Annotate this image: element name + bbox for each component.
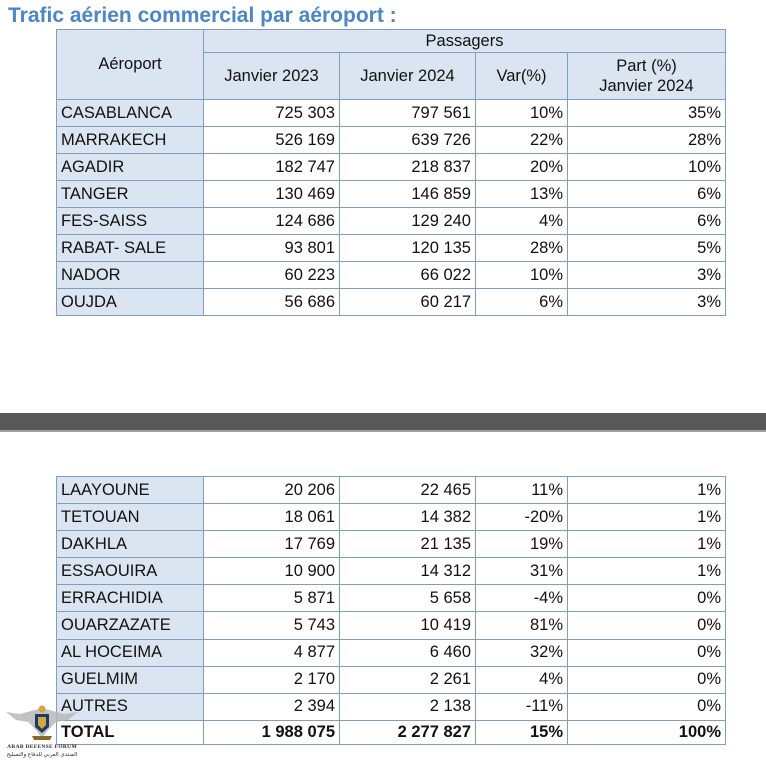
airport-name: AGADIR (57, 154, 204, 181)
value-share: 3% (568, 289, 726, 316)
value-jan2024: 120 135 (340, 235, 476, 262)
table-row (57, 181, 726, 208)
value-jan2024: 6 460 (340, 639, 476, 666)
value-share: 3% (568, 262, 726, 289)
table-row (57, 612, 726, 639)
value-jan2024: 2 261 (340, 666, 476, 693)
value-jan2023: 725 303 (204, 100, 340, 127)
airport-name: ESSAOUIRA (57, 558, 204, 585)
value-var: 10% (476, 100, 568, 127)
value-jan2023: 2 170 (204, 666, 340, 693)
value-jan2024: 60 217 (340, 289, 476, 316)
value-jan2024: 10 419 (340, 612, 476, 639)
value-jan2024: 14 382 (340, 504, 476, 531)
header-jan2024: Janvier 2024 (340, 53, 476, 100)
value-jan2024: 129 240 (340, 208, 476, 235)
table-row (57, 289, 726, 316)
airport-name: AL HOCEIMA (57, 639, 204, 666)
value-share: 5% (568, 235, 726, 262)
header-var: Var(%) (476, 53, 568, 100)
value-jan2024: 22 465 (340, 477, 476, 504)
airport-name: NADOR (57, 262, 204, 289)
total-jan2023: 1 988 075 (204, 720, 340, 744)
value-var: 81% (476, 612, 568, 639)
header-share-line1: Part (%) (616, 57, 677, 75)
table-row (57, 693, 726, 720)
table-row (57, 558, 726, 585)
table-row (57, 262, 726, 289)
header-share (568, 53, 726, 100)
table-row (57, 531, 726, 558)
value-jan2023: 93 801 (204, 235, 340, 262)
value-share: 1% (568, 558, 726, 585)
page-divider (0, 413, 766, 431)
airport-name: TANGER (57, 181, 204, 208)
value-jan2023: 60 223 (204, 262, 340, 289)
value-jan2023: 4 877 (204, 639, 340, 666)
total-label: TOTAL (57, 720, 204, 744)
value-jan2024: 797 561 (340, 100, 476, 127)
page-title: Trafic aérien commercial par aéroport : (8, 4, 397, 27)
airport-name: CASABLANCA (57, 100, 204, 127)
value-jan2024: 218 837 (340, 154, 476, 181)
table-row (57, 100, 726, 127)
value-var: 4% (476, 208, 568, 235)
value-jan2023: 130 469 (204, 181, 340, 208)
value-share: 6% (568, 208, 726, 235)
table-row (57, 154, 726, 181)
value-jan2024: 66 022 (340, 262, 476, 289)
table-row (57, 585, 726, 612)
value-var: 22% (476, 127, 568, 154)
airport-name: OUARZAZATE (57, 612, 204, 639)
value-var: 20% (476, 154, 568, 181)
airport-name: MARRAKECH (57, 127, 204, 154)
value-var: 31% (476, 558, 568, 585)
airport-name: FES-SAISS (57, 208, 204, 235)
airport-traffic-table-bottom (56, 476, 726, 745)
value-var: 19% (476, 531, 568, 558)
airport-name: AUTRES (57, 693, 204, 720)
watermark-line1: ARAB DEFENSE FORUM (7, 744, 77, 750)
value-jan2023: 10 900 (204, 558, 340, 585)
arab-defense-forum-logo (2, 700, 82, 762)
table-row (57, 127, 726, 154)
value-jan2023: 17 769 (204, 531, 340, 558)
value-var: -20% (476, 504, 568, 531)
value-jan2023: 5 871 (204, 585, 340, 612)
airport-name: GUELMIM (57, 666, 204, 693)
value-jan2023: 124 686 (204, 208, 340, 235)
airport-name: TETOUAN (57, 504, 204, 531)
airport-name: LAAYOUNE (57, 477, 204, 504)
value-var: -11% (476, 693, 568, 720)
value-jan2024: 639 726 (340, 127, 476, 154)
table-row-total (57, 720, 726, 744)
eagle-emblem-icon (2, 700, 82, 746)
value-share: 0% (568, 666, 726, 693)
value-var: 10% (476, 262, 568, 289)
value-jan2023: 56 686 (204, 289, 340, 316)
watermark-line2: المنتدى العربي للدفاع والتسليح (6, 752, 78, 758)
airport-name: RABAT- SALE (57, 235, 204, 262)
table-row (57, 666, 726, 693)
value-share: 10% (568, 154, 726, 181)
table-row (57, 235, 726, 262)
table-row (57, 504, 726, 531)
value-jan2023: 5 743 (204, 612, 340, 639)
value-share: 1% (568, 504, 726, 531)
value-jan2024: 2 138 (340, 693, 476, 720)
value-share: 1% (568, 477, 726, 504)
header-airport: Aéroport (57, 30, 204, 100)
value-share: 0% (568, 612, 726, 639)
value-jan2024: 146 859 (340, 181, 476, 208)
value-share: 0% (568, 693, 726, 720)
value-var: 13% (476, 181, 568, 208)
header-jan2023: Janvier 2023 (204, 53, 340, 100)
value-share: 6% (568, 181, 726, 208)
table-row (57, 208, 726, 235)
value-var: 4% (476, 666, 568, 693)
value-var: 28% (476, 235, 568, 262)
value-share: 0% (568, 639, 726, 666)
value-jan2023: 20 206 (204, 477, 340, 504)
value-var: 6% (476, 289, 568, 316)
value-var: 32% (476, 639, 568, 666)
value-jan2023: 526 169 (204, 127, 340, 154)
airport-name: DAKHLA (57, 531, 204, 558)
value-jan2023: 182 747 (204, 154, 340, 181)
value-var: 11% (476, 477, 568, 504)
airport-name: ERRACHIDIA (57, 585, 204, 612)
value-jan2023: 18 061 (204, 504, 340, 531)
total-jan2024: 2 277 827 (340, 720, 476, 744)
value-share: 35% (568, 100, 726, 127)
table-row (57, 477, 726, 504)
value-share: 0% (568, 585, 726, 612)
table-row (57, 639, 726, 666)
total-var: 15% (476, 720, 568, 744)
airport-traffic-table-top (56, 29, 726, 316)
header-passengers: Passagers (204, 30, 726, 53)
value-jan2024: 21 135 (340, 531, 476, 558)
value-share: 28% (568, 127, 726, 154)
value-var: -4% (476, 585, 568, 612)
value-share: 1% (568, 531, 726, 558)
value-jan2024: 5 658 (340, 585, 476, 612)
header-share-line2: Janvier 2024 (599, 77, 694, 95)
total-share: 100% (568, 720, 726, 744)
value-jan2024: 14 312 (340, 558, 476, 585)
page-divider-line (0, 430, 766, 432)
airport-name: OUJDA (57, 289, 204, 316)
value-jan2023: 2 394 (204, 693, 340, 720)
